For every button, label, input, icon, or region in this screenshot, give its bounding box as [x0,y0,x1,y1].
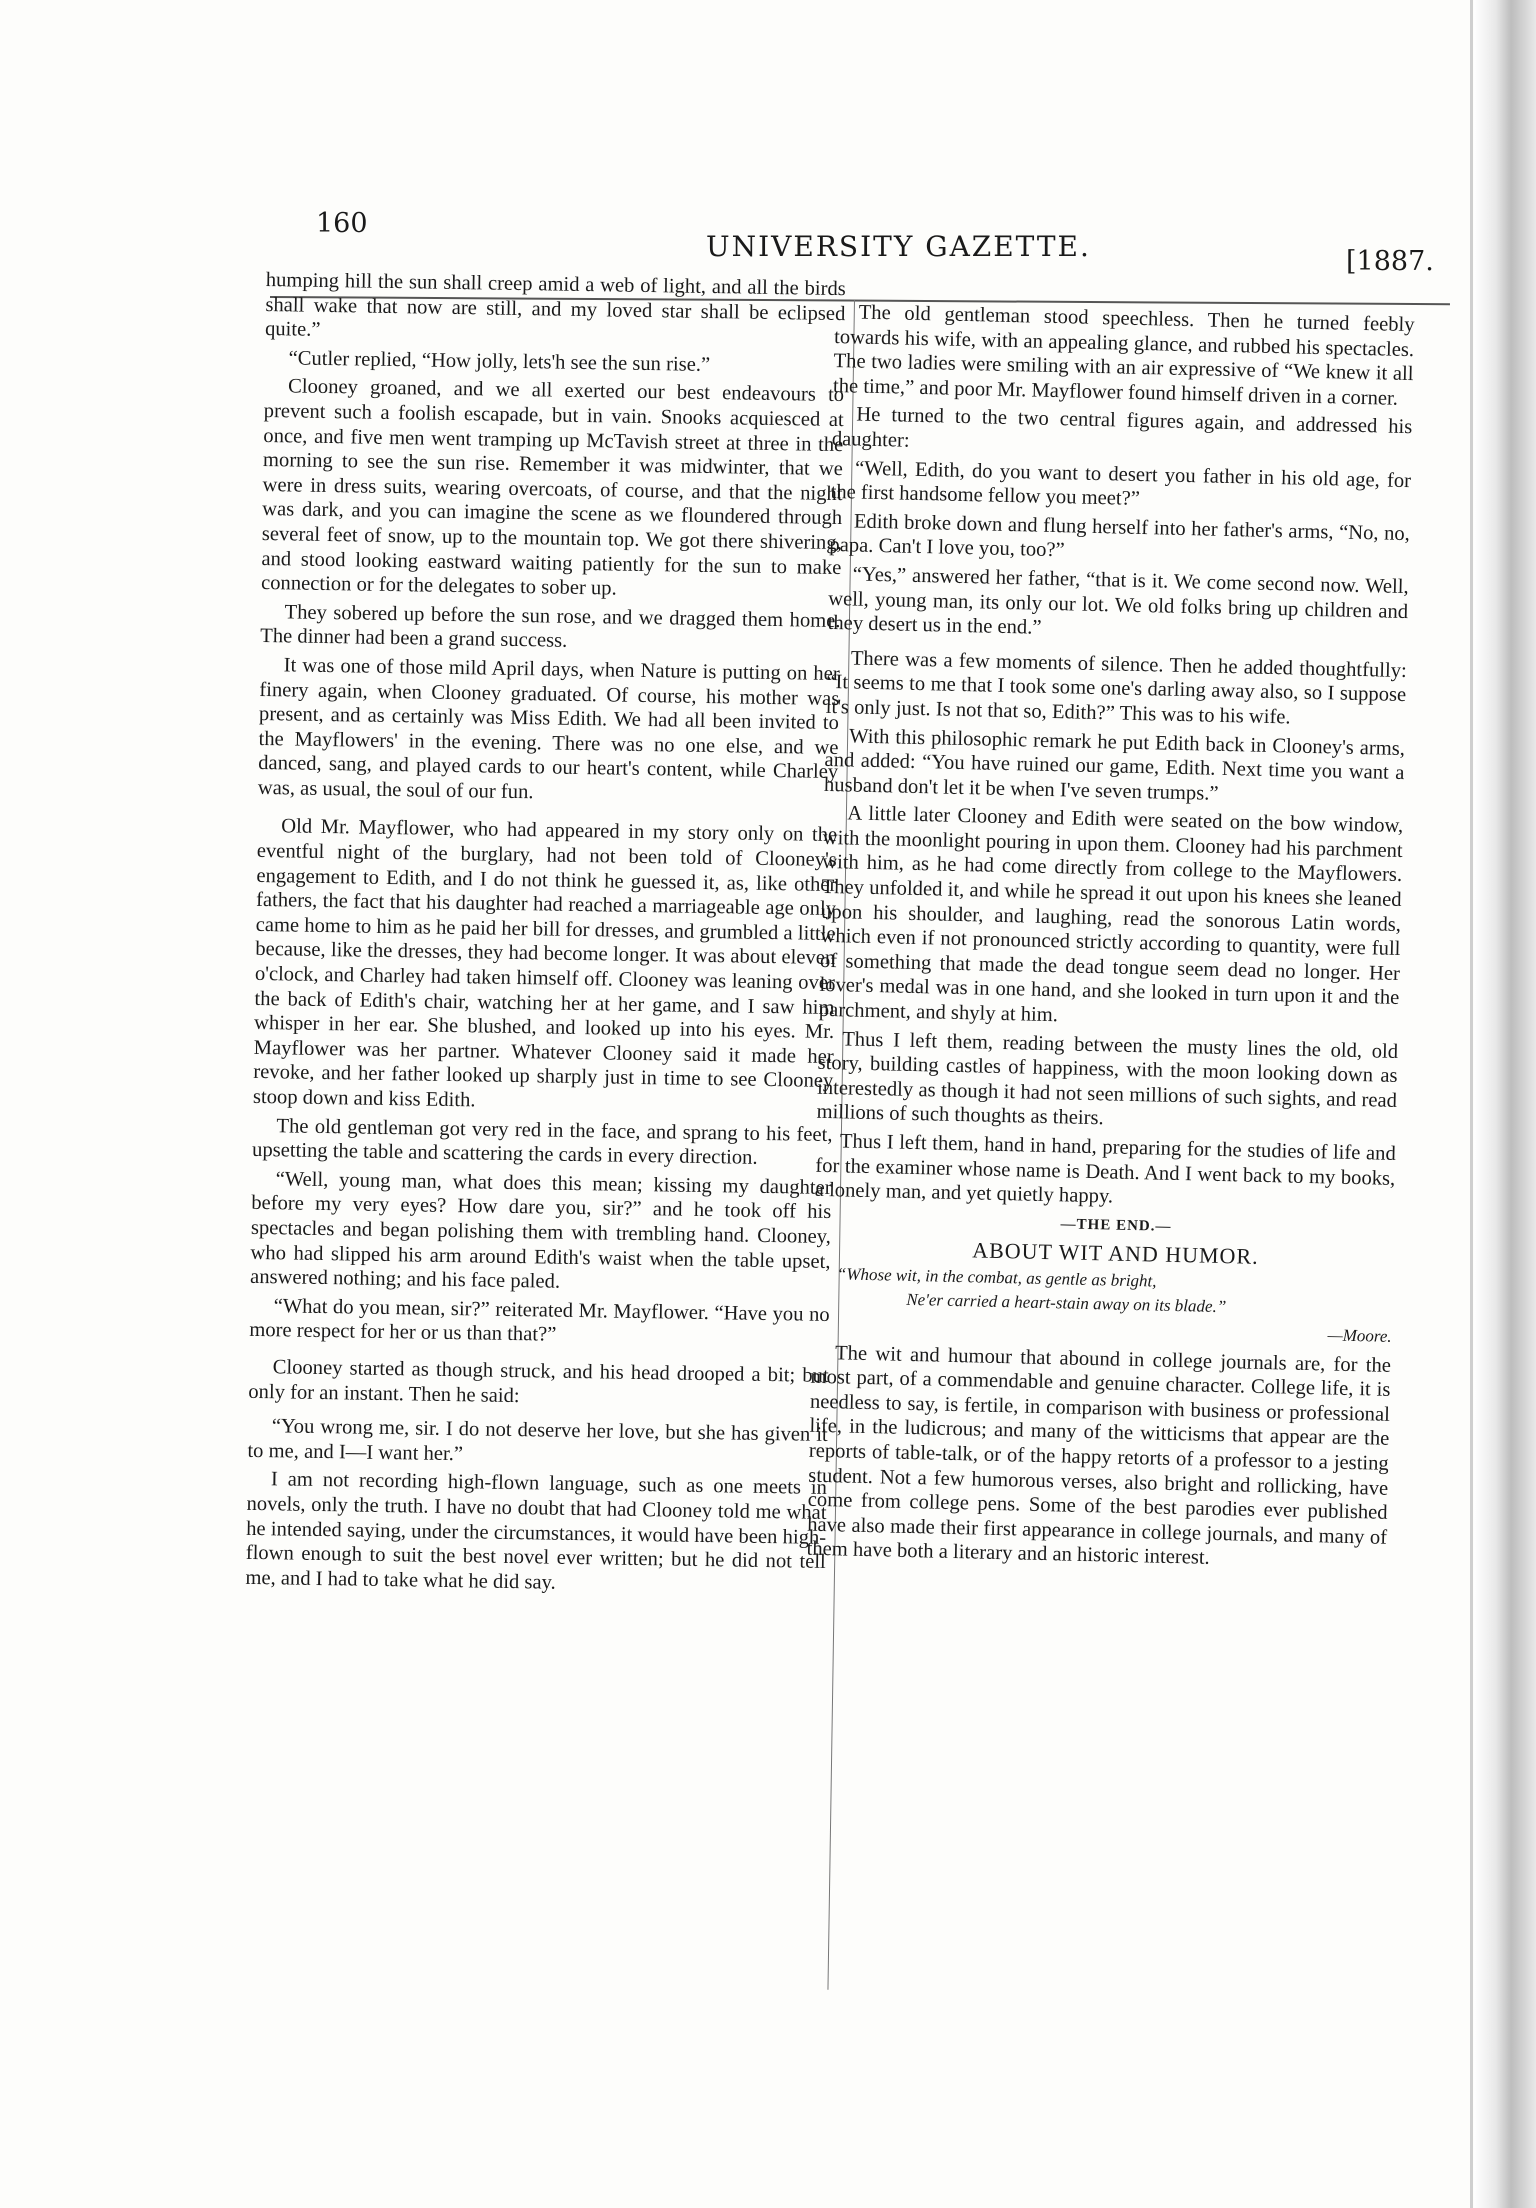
paragraph: humping hill the sun shall creep amid a web of light, and all the birds shall wake that now are still, and my loved star shall be eclipsed quite.” [264,268,846,342]
paragraph: They sobered up before the sun rose, and we dragged them home. The dinner had been a grand success. [260,601,841,653]
journal-title: UNIVERSITY GAZETTE. [706,230,1091,263]
page-edge-line [1470,0,1473,2208]
right-column [806,300,1415,1579]
article-body: The wit and humour that abound in college journals are, for the most part, of a commendable and genuine character. College life, it is needless to say, is fertile, in comparison with business or professional life, in the ludicrous; and many of the witticisms that appear are the reports of table-talk, or of the happy retorts of a professor to a jesting student. Not a few humorous verses, also bright and rollicking, have come from college pens. Some of the best parodies ever published have also made their first appearance in college journals, and many of them have both a literary and an historic interest. [806,1341,1392,1570]
paragraph: Old Mr. Mayflower, who had appeared in my story only on the eventful night of the burglary, had not been told of Clooney's engagement to Edith, and I do not think he guessed it, as, like other fathers, the fact that his daughter had reached a marriageable age only came home to him as he paid her bill for dresses, and grumbled a little because, like the dresses, they had become longer. It was about eleven o'clock, and Charley had taken himself off. Clooney was leaning over the back of Edith's chair, watching her at her game, and I saw him whisper in her ear. She blushed, and looked up into his eyes. Mr. Mayflower was her partner. Whatever Clooney said it made her revoke, and her father looked up sharply just in time to see Clooney stoop down and kiss Edith. [252,815,838,1112]
paragraph: He turned to the two central figures again, and addressed his daughter: [831,403,1413,452]
paragraph: Thus I left them, hand in hand, preparing for the studies of life and for the examiner whose name is Death. And I went back to my books, a lonely man, and yet quietly happy. [814,1130,1397,1208]
paragraph: With this philosophic remark he put Edith back in Clooney's arms, and added: “You have ruined our game, Edith. Next time you want a husband don't let it be when I've seven trumps.” [823,724,1406,805]
article-title: ABOUT WIT AND HUMOR. [971,1237,1259,1270]
epigraph-line: “Whose wit, in the combat, as gentle as bright, [836,1264,1157,1291]
paragraph: I am not recording high-flown language, such as one meets in novels, only the truth. I have no doubt that had Clooney told me what he intended saying, under the circumstances, it would have been high-flown enough to suit the best novel ever written; but he did not tell me, and I had to take what he did say. [245,1468,828,1594]
the-end-marker: —THE END.— [1060,1216,1172,1235]
paragraph: It was one of those mild April days, when Nature is putting on her finery again, when Clooney graduated. Of course, his mother was present, and as certainly was Miss Edith. We had all been invited to the Mayflowers' in the evening. There was no one else, and we danced, sang, and played cards to our heart's content, while Charley was, as usual, the soul of our fun. [257,654,840,804]
paragraph: “Well, young man, what does this mean; kissing my daughter before my very eyes? How dare you, sir?” and he took off his spectacles and began polishing them with trembling hand. Clooney, who had slipped his arm around Edith's waist when the table upset, answered nothing; and his face paled. [249,1168,832,1293]
issue-year: [1887. [1346,246,1434,277]
paragraph: The old gentleman got very red in the face, and sprang to his feet, upsetting the table and scattering the cards in every direction. [251,1114,833,1170]
paragraph: Thus I left them, reading between the musty lines the old, old story, building castles of happiness, with the moon looking down as interestedly as though it had not seen millions of such sights, and read millions of such thoughts as theirs. [816,1027,1399,1130]
paragraph: Clooney started as though struck, and his head drooped a bit; but only for an instant. Then he said: [248,1356,829,1407]
paragraph: There was a few moments of silence. Then he added thoughtfully: “It seems to me that I took some one's darling away also, so I suppose it's only just. Is not that so, Edith?” This was to his wife. [825,647,1407,729]
paragraph: Edith broke down and flung herself into her father's arms, “No, no, papa. Can't I love you, too?” [829,510,1411,562]
page-edge-shadow [1474,0,1536,2208]
paragraph: A little later Clooney and Edith were seated on the bow window, with the moonlight pouring in upon them. Clooney had his parchment with him, as he had come directly from college to the Mayflowers. They unfolded it, and while he spread it out upon his knees she leaned upon his shoulder, and laughing, read the sonorous Latin words, which even if not pronounced strictly according to quantity, were full of something that made the dead tongue seem dead no longer. Her lover's medal was in one hand, and she looked in turn upon it and the parchment, and shyly at him. [818,802,1404,1027]
page-number: 160 [316,208,368,239]
paragraph: “You wrong me, sir. I do not deserve her love, but she has given it to me, and I—I want her.” [247,1415,828,1465]
epigraph-attribution: —Moore. [1327,1325,1392,1346]
page-header [316,202,1434,277]
epigraph-line: Ne'er carried a heart-stain away on its blade.” [906,1289,1227,1317]
left-column [245,268,846,1603]
paragraph: Clooney groaned, and we all exerted our best endeavours to prevent such a foolish escapade, but in vain. Snooks acquiesced at once, and five men went tramping up McTavish street at three in the morning to see the sun rise. Remember it was midwinter, that we were in dress suits, wearing overcoats, of course, and that the night was dark, and you can imagine the scene as we floundered through several feet of snow, up to the mountain top. We got there shivering, and stood looking eastward waiting patiently for the sun to make connection or for the delegates to sober up. [260,375,845,600]
paragraph: “Well, Edith, do you want to desert you father in his old age, for the first handsome fellow you meet?” [830,457,1412,511]
paragraph: “Yes,” answered her father, “that is it. We come second now. Well, well, young man, its only our lot. We old folks bring up children and they desert us in the end.” [827,563,1409,639]
paragraph: “What do you mean, sir?” reiterated Mr. Mayflower. “Have you no more respect for her or us than that?” [249,1295,830,1347]
paragraph: “Cutler replied, “How jolly, lets'h see the sun rise.” [288,347,711,376]
paragraph: The old gentleman stood speechless. Then he turned feebly towards his wife, with an appealing glance, and rubbed his spectacles. The two ladies were smiling with an air expressive of “We knew it all the time,” and poor Mr. Mayflower found himself driven in a corner. [832,301,1415,410]
